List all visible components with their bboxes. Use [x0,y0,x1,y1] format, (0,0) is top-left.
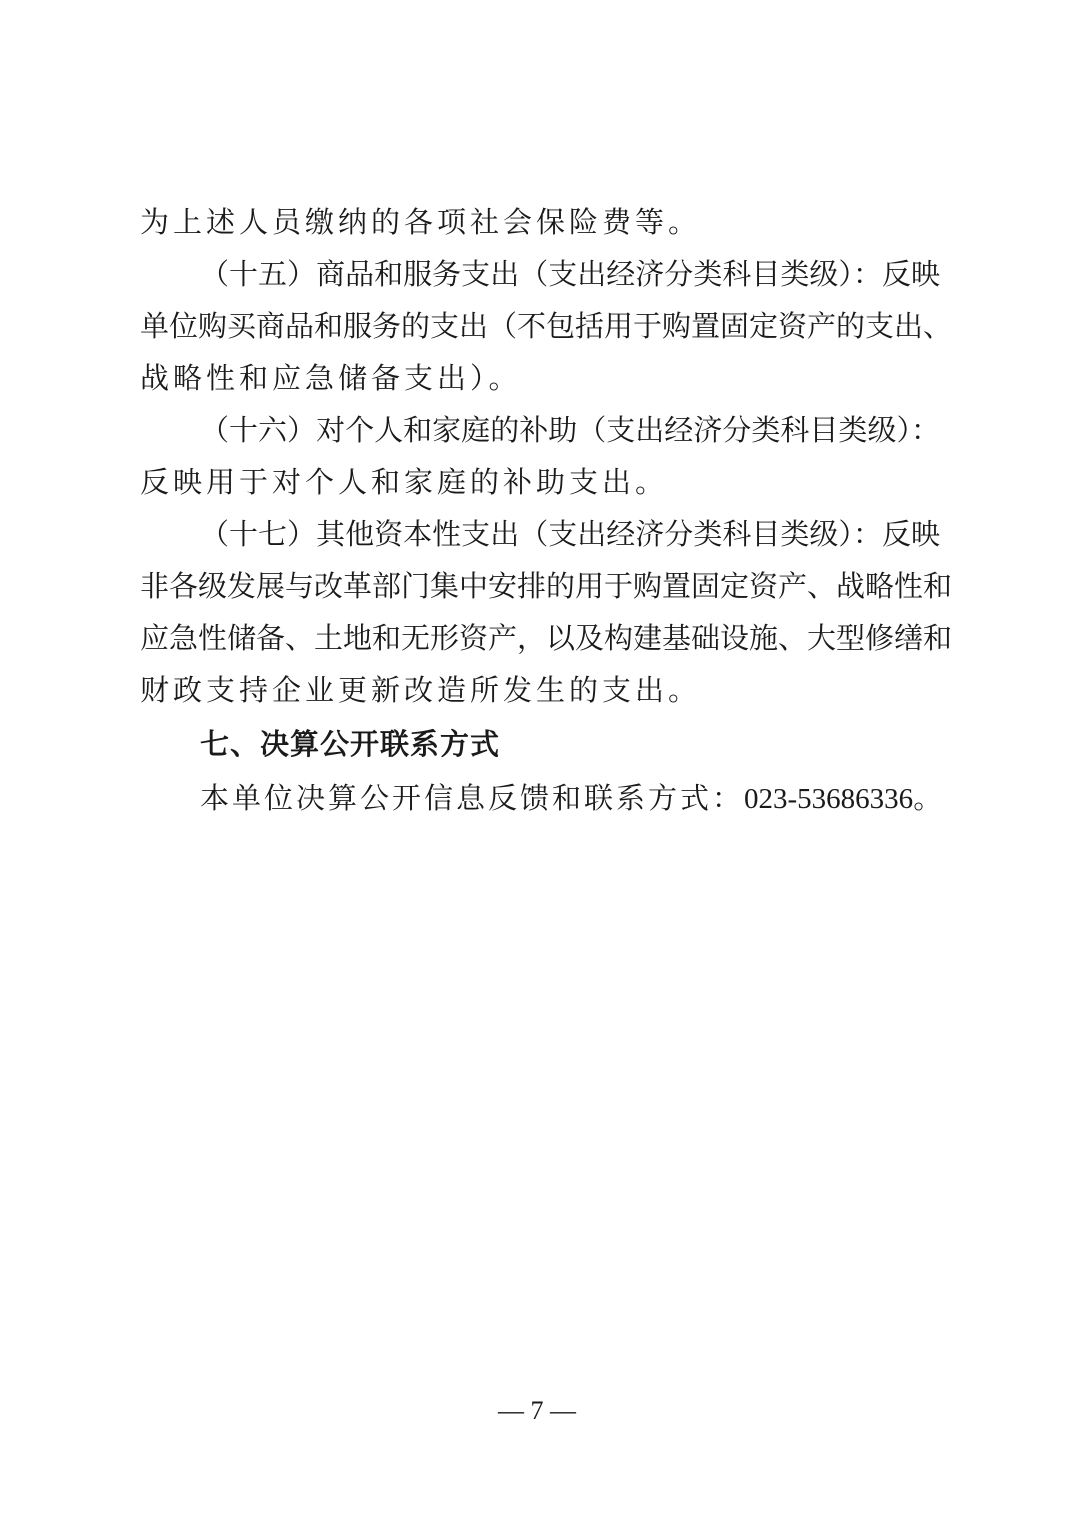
paragraph-line-1: 为上述人员缴纳的各项社会保险费等。 [140,205,702,239]
contact-suffix: 。 [913,781,946,815]
paragraph-line-3: 单位购买商品和服务的支出（不包括用于购置固定资产的支出、 [140,309,953,343]
paragraph-line-2: （十五）商品和服务支出（支出经济分类科目类级）：反映 [200,257,940,291]
page-number: — 7 — [498,1396,576,1425]
contact-line [200,780,946,817]
contact-phone: 023-53686336 [744,783,914,815]
paragraph-line-5: （十六）对个人和家庭的补助（支出经济分类科目类级）： [200,413,940,447]
paragraph-line-8: 非各级发展与改革部门集中安排的用于购置固定资产、战略性和 [140,569,953,603]
paragraph-line-4: 战略性和应急储备支出）。 [140,361,522,395]
paragraph-line-9: 应急性储备、土地和无形资产，以及构建基础设施、大型修缮和 [140,621,953,655]
paragraph-line-7: （十七）其他资本性支出（支出经济分类科目类级）：反映 [200,517,940,551]
paragraph-line-6: 反映用于对个人和家庭的补助支出。 [140,465,669,499]
contact-label: 本单位决算公开信息反馈和联系方式： [200,781,745,815]
section-heading: 七、决算公开联系方式 [200,727,501,761]
paragraph-line-10: 财政支持企业更新改造所发生的支出。 [140,673,702,707]
